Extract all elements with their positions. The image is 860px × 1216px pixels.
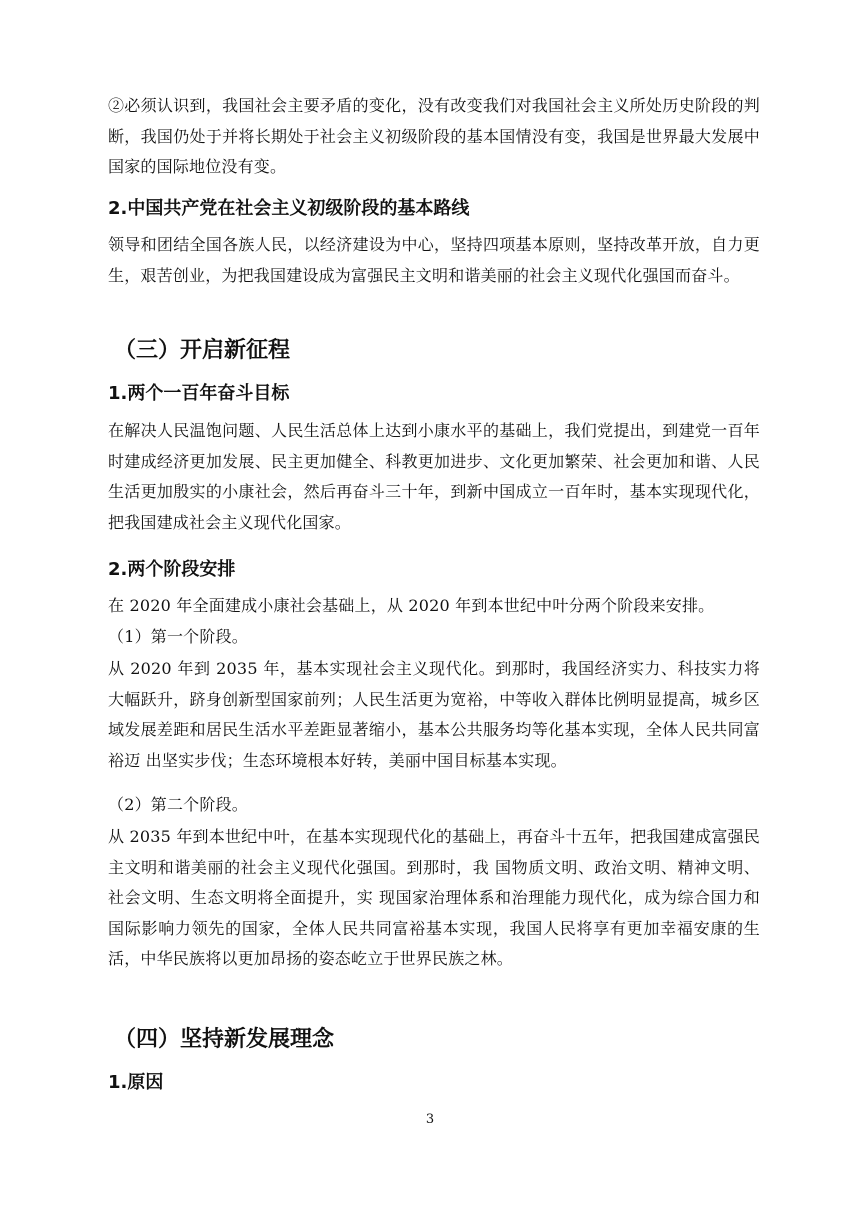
paragraph-two-stages-intro: 在 2020 年全面建成小康社会基础上，从 2020 年到本世纪中叶分两个阶段来安排。 xyxy=(108,596,715,615)
paragraph-basic-line: 领导和团结全国各族人民，以经济建设为中心，坚持四项基本原则，坚持改革开放，自力更生，艰苦创业，为把我国建设成为富强民主文明和谐美丽的社会主义现代化强国而奋斗。 xyxy=(108,235,760,285)
heading-two-centenary-goals: 1.两个一百年奋斗目标 xyxy=(108,383,290,404)
paragraph-first-stage: 从 2020 年到 2035 年，基本实现社会主义现代化。到那时，我国经济实力、科技实力将大幅跃升，跻身创新型国家前列；人民生活更为宽裕，中等收入群体比例明显提高，城乡区域发展差距和居民生活水平差距显著缩小，基本公共服务均等化基本实现，全体人民共同富裕迈 出坚实步伐；生态环境根本好转，美丽中国目标基本实现。 xyxy=(108,659,760,770)
paragraph-second-stage: 从 2035 年到本世纪中叶，在基本实现现代化的基础上，再奋斗十五年，把我国建成富强民主文明和谐美丽的社会主义现代化强国。到那时，我 国物质文明、政治文明、精神文明、社会文明、生态文明将全面提升，实 现国家治理体系和治理能力现代化，成为综合国力和国际影响力领先的国家，全体人民共同富裕基本实现，我国人民将享有更加幸福安康的生活，中华民族将以更加昂扬的姿态屹立于世界民族之林。 xyxy=(108,827,760,968)
heading-two-stages: 2.两个阶段安排 xyxy=(108,559,236,580)
paragraph-second-stage-label: （2）第二个阶段。 xyxy=(108,795,248,814)
heading-reason: 1.原因 xyxy=(108,1072,164,1093)
page-number: 3 xyxy=(425,1112,435,1127)
heading-section-four: （四）坚持新发展理念 xyxy=(114,1027,335,1052)
paragraph-contradiction: ②必须认识到，我国社会主要矛盾的变化，没有改变我们对我国社会主义所处历史阶段的判断，我国仍处于并将长期处于社会主义初级阶段的基本国情没有变，我国是世界最大发展中国家的国际地位没有变。 xyxy=(108,96,760,176)
paragraph-first-stage-label: （1）第一个阶段。 xyxy=(108,627,248,646)
paragraph-two-centenary-goals: 在解决人民温饱问题、人民生活总体上达到小康水平的基础上，我们党提出，到建党一百年时建成经济更加发展、民主更加健全、科教更加进步、文化更加繁荣、社会更加和谐、人民生活更加殷实的小康社会，然后再奋斗三十年，到新中国成立一百年时，基本实现现代化，把我国建成社会主义现代化国家。 xyxy=(108,421,760,532)
heading-basic-line: 2.中国共产党在社会主义初级阶段的基本路线 xyxy=(108,198,470,219)
heading-section-three: （三）开启新征程 xyxy=(114,338,291,363)
